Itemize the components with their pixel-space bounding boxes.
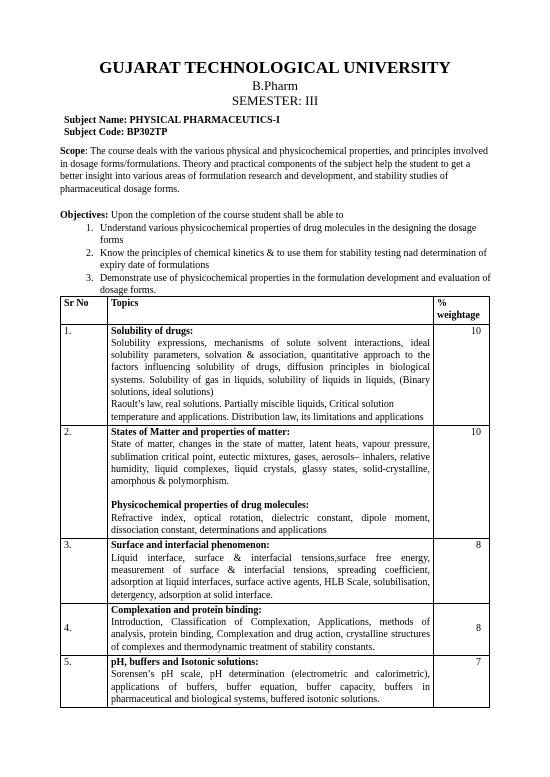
row-topics	[108, 603, 434, 655]
table-row	[61, 539, 490, 603]
topic-text: Introduction, Classification of Complexation, Applications, methods of analysis, protein binding, Complexation and drug action, crystalline structures of complexes and thermodynamic treatment of stability constants.	[111, 617, 430, 653]
row-sr-no: 3.	[61, 539, 108, 603]
scope-text: : The course deals with the various physical and physicochemical properties, and principles involved in dosage forms/formulations. Theory and practical components of the subject help the student to get a better insight into various areas of formulation research and development, and stability studies of pharmaceutical dosage forms.	[60, 146, 489, 196]
objectives-label: Objectives:	[60, 210, 109, 221]
objective-item: 2. Know the principles of chemical kinetics & to use them for stability testing nad determination of expiry date of formulations	[96, 248, 500, 273]
topic-text: Liquid interface, surface & interfacial tensions,surface free energy, measurement of surface & interfacial tensions, spreading coefficient, adsorption at liquid interfaces, surface active agents, HLB Scale, solubilisation, detergency, adsorption at solid interface.	[111, 552, 430, 601]
subject-name: Subject Name: PHYSICAL PHARMACEUTICS-I	[64, 115, 280, 126]
scope-label: Scope	[60, 146, 85, 157]
objective-item: 3. Demonstrate use of physicochemical properties in the formulation development and evaluation of dosage forms.	[96, 273, 500, 298]
row-weightage: 8	[434, 539, 490, 603]
objectives-intro: Upon the completion of the course student shall be able to	[108, 210, 344, 221]
topic-title: Surface and interfacial phenomenon:	[111, 540, 270, 552]
table-row	[61, 324, 490, 425]
topic-title: Physicochemical properties of drug molecules:	[111, 500, 310, 512]
row-weightage: 10	[434, 425, 490, 538]
subject-code: Subject Code: BP302TP	[64, 127, 168, 138]
table-row	[61, 425, 490, 538]
row-sr-no: 1.	[61, 324, 108, 425]
scope-paragraph	[60, 146, 493, 197]
objective-item: 1. Understand various physicochemical properties of drug molecules in the designing the dosage forms	[96, 223, 500, 248]
topic-text: Refractive index, optical rotation, dielectric constant, dipole moment, dissociation constant, determinations and applications	[111, 512, 430, 537]
row-sr-no: 4.	[61, 603, 108, 655]
row-topics	[108, 539, 434, 603]
row-topics	[108, 425, 434, 538]
row-weightage: 7	[434, 656, 490, 708]
topic-text: Solubility expressions, mechanisms of solute solvent interactions, ideal solubility parameters, solvation & association, quantitative approach to the factors influencing solubility of drugs, diffusion principles in biological systems. Solubility of gas in liquids, solubility of liquids in liquids, (Binary solutions, ideal solutions)	[111, 337, 430, 399]
topic-title: Solubility of drugs:	[111, 325, 194, 337]
row-sr-no: 5.	[61, 656, 108, 708]
header-weightage: % weightage	[434, 297, 490, 325]
row-topics	[108, 324, 434, 425]
header-sr-no: Sr No	[61, 297, 108, 325]
university-title: GUJARAT TECHNOLOGICAL UNIVERSITY	[99, 58, 451, 77]
table-header-row	[61, 297, 490, 325]
table-row	[61, 603, 490, 655]
topic-title: States of Matter and properties of matter:	[111, 426, 291, 438]
topic-text: Sorensen’s pH scale, pH determination (electrometric and calorimetric), applications of buffers, buffer equation, buffer capacity, buffers in pharmaceutical and biological systems, buffered isotonic solutions.	[111, 669, 430, 705]
row-weightage: 8	[434, 603, 490, 655]
topic-text: State of matter, changes in the state of matter, latent heats, vapour pressure, sublimation critical point, eutectic mixtures, gases, aerosols– inhalers, relative humidity, liquid complexes, liquid crystals, glassy states, solid-crystalline, amorphous & polymorphism.	[111, 439, 430, 488]
program-name: B.Pharm	[252, 78, 298, 93]
header-topics: Topics	[108, 297, 434, 325]
row-weightage: 10	[434, 324, 490, 425]
table-row	[61, 656, 490, 708]
row-sr-no: 2.	[61, 425, 108, 538]
topics-table	[60, 296, 490, 708]
objectives-heading	[60, 210, 500, 223]
topic-title: Complexation and protein binding:	[111, 604, 262, 616]
spacer	[111, 488, 430, 500]
semester-label: SEMESTER: III	[231, 93, 319, 108]
topic-title: pH, buffers and Isotonic solutions:	[111, 657, 259, 669]
row-topics	[108, 656, 434, 708]
topic-text: Raoult’s law, real solutions. Partially miscible liquids, Critical solution temperature and applications. Distribution law, its limitations and applications	[111, 399, 424, 423]
objectives-section	[60, 210, 500, 298]
objectives-list	[60, 223, 500, 298]
